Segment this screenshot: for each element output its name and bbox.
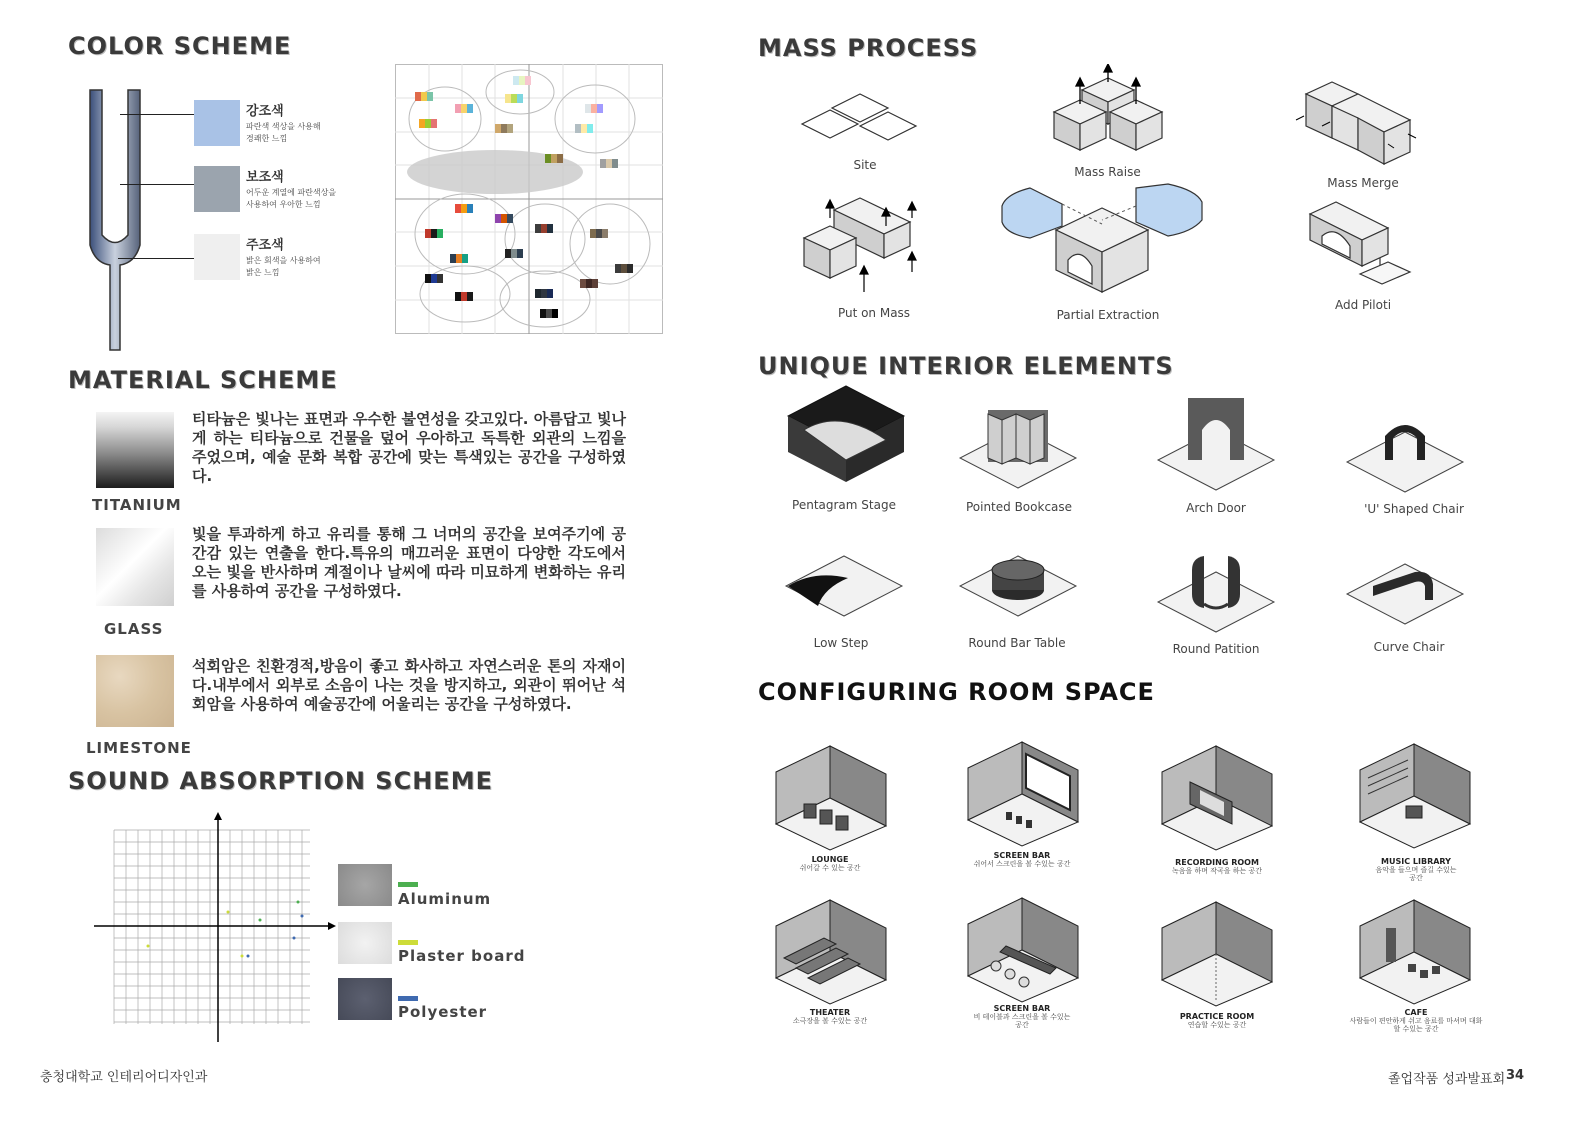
room-desc-cafe: 사람들이 편안하게 쉬고 음료를 마셔며 대화 할 수있는 공간 [1349,1017,1483,1033]
plaster-board-sample-image [338,922,392,964]
footer-event: 졸업작품 성과발표회 [1388,1072,1506,1087]
limestone-sample-image [96,655,174,727]
titanium-sample-image [96,412,174,488]
room-space-title: CONFIGURING ROOM SPACE [758,678,1155,706]
page-number: 34 [1506,1068,1525,1083]
room-name-theater: THEATER [809,1008,851,1017]
low-step-label: Low Step [813,636,869,650]
site-diagram [800,92,920,148]
unique-elements-title: UNIQUE INTERIOR ELEMENTS [758,352,1174,380]
mass-step-mass-raise: Mass Raise [1074,165,1141,179]
practice-room-diagram [1160,900,1274,1008]
room-name-cafe: CAFE [1404,1008,1428,1017]
plaster-board-label: Plaster board [398,947,526,965]
glass-sample-image [96,528,174,606]
room-name-practice-room: PRACTICE ROOM [1179,1012,1255,1021]
put-on-mass-diagram [800,188,920,298]
recording-room-diagram [1160,744,1274,852]
main-color-desc: 밝은 회색을 사용하여 밝은 느낌 [246,256,321,277]
plaster-board-legend-marker [398,940,418,945]
cafe-room-diagram [1358,898,1472,1008]
mass-step-add-piloti: Add Piloti [1334,298,1392,312]
sound-absorption-title: SOUND ABSORPTION SCHEME [68,767,493,795]
image-scale-chart [395,64,663,334]
mass-step-mass-merge: Mass Merge [1327,176,1399,190]
accent-color-name: 강조색 [246,104,284,119]
polyester-legend-marker [398,996,418,1001]
aluminum-sample-image [338,864,392,906]
mass-step-partial-extraction: Partial Extraction [1056,308,1160,322]
limestone-description: 석회암은 친환경적,방음이 좋고 화사하고 자연스러운 톤의 자재이다.내부에서 외부로 소음이 나는 것을 방지하고, 외관이 뛰어난 석회암을 사용하여 예술공간에 어울리는 공간을 구성하였다. [192,657,626,713]
add-piloti-diagram [1298,196,1418,286]
main-color-swatch [194,234,240,280]
screen-bar-room-diagram [966,740,1080,850]
u-shaped-chair-label: 'U' Shaped Chair [1364,502,1464,516]
arch-door-icon [1156,396,1276,492]
theater-room-diagram [774,898,888,1006]
room-desc-lounge: 쉬어갈 수 있는 공간 [799,864,861,872]
aluminum-legend-marker [398,882,418,887]
color-scheme-title: COLOR SCHEME [68,32,292,60]
aluminum-label: Aluminum [398,890,492,908]
round-bar-table-label: Round Bar Table [968,636,1066,650]
pentagram-stage-icon [786,384,906,494]
round-partition-label: Round Patition [1172,642,1260,656]
mass-process-title: MASS PROCESS [758,34,979,62]
room-desc-practice-room: 연습할 수있는 공간 [1187,1021,1247,1029]
secondary-color-desc: 어두운 계열에 파란색상을 사용하여 우아한 느낌 [246,188,337,209]
pointed-bookcase-icon [958,404,1078,494]
glass-description: 빛을 투과하게 하고 유리를 통해 그 너머의 공간을 보여주기에 공간감 있는 연출을 한다.특유의 매끄러운 표면이 다양한 각도에서 오는 빛을 반사하며 계절이나 날씨에 따라 미묘하게 변화하는 유리를 사용하여 공간을 구성하였다. [192,525,626,600]
mass-raise-diagram [1050,64,1166,156]
secondary-color-name: 보조색 [246,170,284,185]
partial-extraction-diagram [996,180,1210,306]
room-desc-theater: 소극장을 볼 수있는 공간 [792,1017,868,1025]
room-name-screen-bar-1: SCREEN BAR [993,851,1051,860]
arch-door-label: Arch Door [1186,501,1246,515]
u-shaped-chair-icon [1345,410,1465,494]
limestone-label: LIMESTONE [86,739,192,757]
low-step-icon [784,554,904,630]
room-desc-screen-bar-2: 비 테이블과 스크린을 볼 수있는 공간 [973,1013,1071,1029]
polyester-sample-image [338,978,392,1020]
curve-chair-icon [1345,558,1465,634]
room-name-recording-room: RECORDING ROOM [1175,858,1259,867]
room-desc-recording-room: 녹음을 하며 작곡을 하는 공간 [1171,867,1263,875]
room-name-lounge: LOUNGE [811,855,849,864]
main-color-name: 주조색 [246,238,284,253]
titanium-label: TITANIUM [92,496,182,514]
mass-step-site: Site [853,158,877,172]
pointed-bookcase-label: Pointed Bookcase [965,500,1073,514]
music-library-diagram [1358,742,1472,852]
room-desc-music-library: 음악을 들으며 즐길 수있는 공간 [1375,866,1457,882]
material-scheme-title: MATERIAL SCHEME [68,366,338,394]
footer-department: 충청대학교 인테리어디자인과 [40,1070,208,1085]
sound-absorption-graph [88,812,338,1048]
titanium-description: 티타늄은 빛나는 표면과 우수한 불연성을 갖고있다. 아름답고 빛나게 하는 티타늄으로 건물을 덮어 우아하고 독특한 외관의 느낌을 주었으며, 예술 문화 복합 공간에 맞는 특색있는 공간을 구성하였다. [192,410,626,485]
mass-merge-diagram [1294,80,1424,170]
mass-step-put-on-mass: Put on Mass [837,306,911,320]
lounge-room-diagram [774,744,888,852]
polyester-label: Polyester [398,1003,488,1021]
pentagram-stage-label: Pentagram Stage [792,498,896,512]
accent-color-swatch [194,100,240,146]
glass-label: GLASS [104,620,164,638]
accent-color-desc: 파란색 색상을 사용해 경쾌한 느낌 [246,122,321,143]
screen-bar-room-2-diagram [966,896,1080,1004]
room-name-screen-bar-2: SCREEN BAR [993,1004,1051,1013]
room-name-music-library: MUSIC LIBRARY [1381,857,1451,866]
secondary-color-swatch [194,166,240,212]
room-desc-screen-bar-1: 쉬어서 스크린을 볼 수있는 공간 [973,860,1071,868]
round-bar-table-icon [958,554,1078,630]
tuning-fork-image [80,85,150,355]
round-partition-icon [1156,554,1276,638]
curve-chair-label: Curve Chair [1373,640,1445,654]
